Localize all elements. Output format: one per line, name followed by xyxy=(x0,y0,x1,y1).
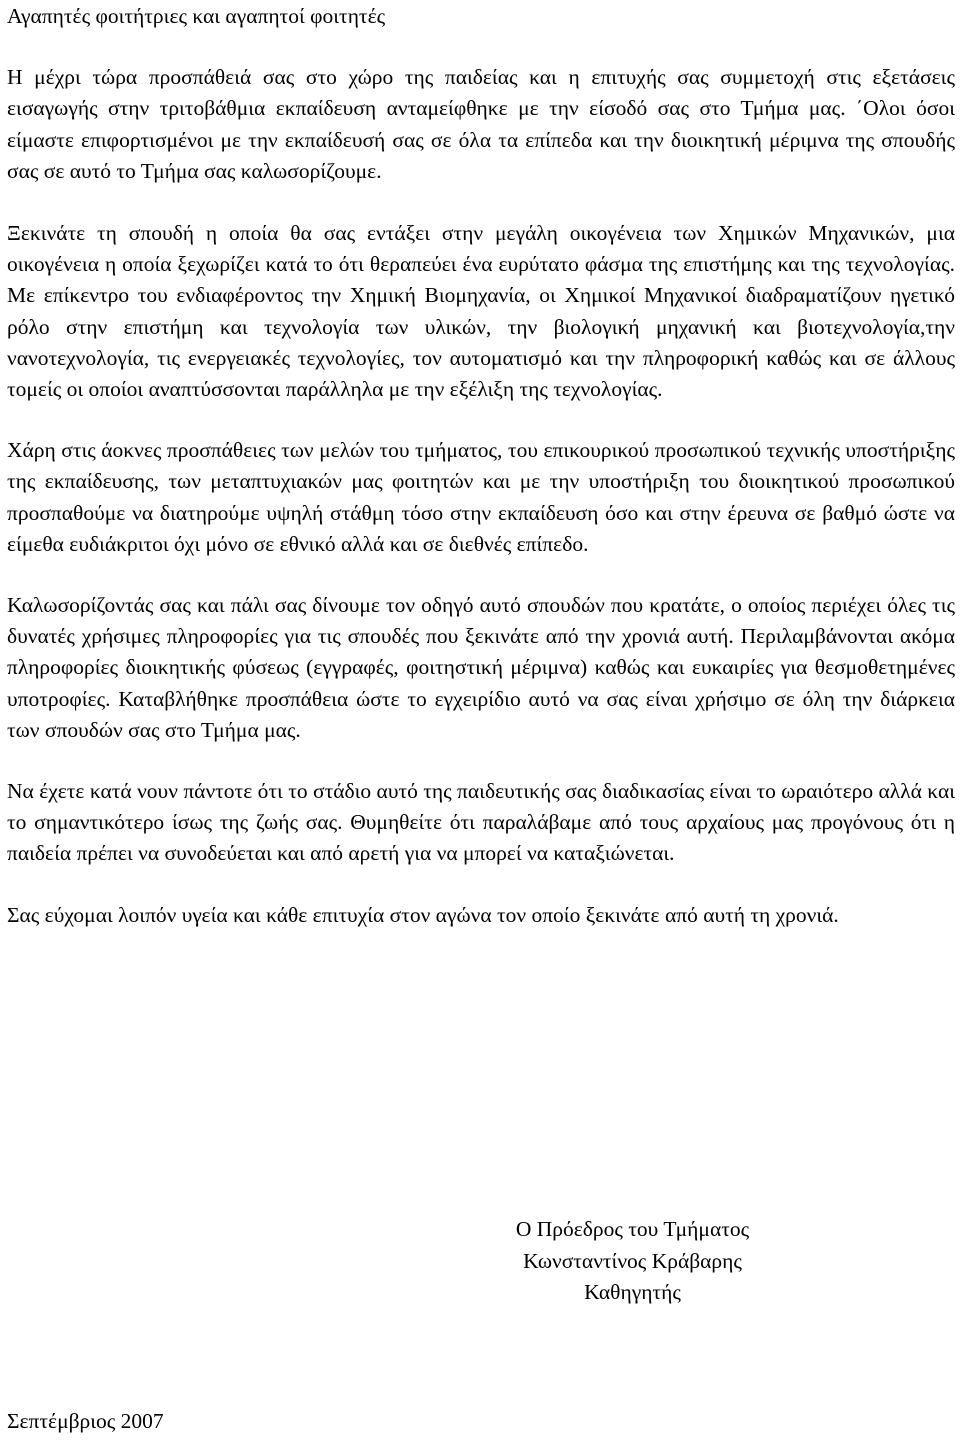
salutation: Αγαπητές φοιτήτριες και αγαπητοί φοιτητές xyxy=(7,4,386,28)
letter-date: Σεπτέμβριος 2007 xyxy=(7,1409,164,1433)
letter-body xyxy=(7,0,955,931)
signature-block xyxy=(460,1214,805,1309)
signature-title: Ο Πρόεδρος του Τμήματος xyxy=(515,1217,750,1241)
paragraph-department-efforts: Χάρη στις άοκνες προσπάθειες των μελών του τμήματος, του επικουρικού προσωπικού τεχνικής υποστήριξης της εκπαίδευσης, των μεταπτυχιακών μας φοιτητών και με την υποστήριξη του διοικητικού προσωπικού προσπαθούμε να διατηρούμε υψηλή στάθμη τόσο στην εκπαίδευση όσο και στην έρευνα σε βαθμό ώστε να είμεθα ευδιάκριτοι όχι μόνο σε εθνικό αλλά και σε διεθνές επίπεδο. xyxy=(7,438,955,556)
paragraph-wishes: Σας εύχομαι λοιπόν υγεία και κάθε επιτυχία στον αγώνα τον οποίο ξεκινάτε από αυτή τη χρονιά. xyxy=(7,902,839,927)
paragraph-welcome: Η μέχρι τώρα προσπάθειά σας στο χώρο της παιδείας και η επιτυχής σας συμμετοχή στις εξετάσεις εισαγωγής στην τριτοβάθμια εκπαίδευση ανταμείφθηκε με την είσοδό σας στο Τμήμα μας. ΄Ολοι όσοι είμαστε επιφορτισμένοι με την εκπαίδευσή σας σε όλα τα επίπεδα και την διοικητική μέριμνα της σπουδής σας σε αυτό το Τμήμα σας καλωσορίζουμε. xyxy=(7,65,955,183)
paragraph-chemical-engineering: Ξεκινάτε τη σπουδή η οποία θα σας εντάξει στην μεγάλη οικογένεια των Χημικών Μηχανικών, μια οικογένεια η οποία ξεχωρίζει κατά το ότι θεραπεύει ένα ευρύτατο φάσμα της επιστήμης και της τεχνολογίας. Με επίκεντρο του ενδιαφέροντος την Χημική Βιομηχανία, οι Χημικοί Μηχανικοί διαδραματίζουν ηγετικό ρόλο στην επιστήμη και τεχνολογία των υλικών, την βιολογική μηχανική και βιοτεχνολογία,την νανοτεχνολογία, τις ενεργειακές τεχνολογίες, τον αυτοματισμό και την πληροφορική καθώς και σε άλλους τομείς οι οποίοι αναπτύσσονται παράλληλα με την εξέλιξη της τεχνολογίας. xyxy=(7,221,955,402)
paragraph-education-virtue: Να έχετε κατά νουν πάντοτε ότι το στάδιο αυτό της παιδευτικής σας διαδικασίας είναι το ωραιότερο αλλά και το σημαντικότερο ίσως της ζωής σας. Θυμηθείτε ότι παραλάβαμε από τους αρχαίους μας προγόνους ότι η παιδεία πρέπει να συνοδεύεται και από αρετή για να μπορεί να καταξιώνεται. xyxy=(7,779,955,866)
signature-rank: Καθηγητής xyxy=(584,1280,681,1304)
signature-name: Κωνσταντίνος Κράβαρης xyxy=(523,1248,742,1273)
paragraph-study-guide: Καλωσορίζοντάς σας και πάλι σας δίνουμε τον οδηγό αυτό σπουδών που κρατάτε, ο οποίος περιέχει όλες τις δυνατές χρήσιμες πληροφορίες για τις σπουδές που ξεκινάτε από την χρονιά αυτή. Περιλαμβάνονται ακόμα πληροφορίες διοικητικής φύσεως (εγγραφές, φοιτηστική μέριμνα) καθώς και ευκαιρίες για θεσμοθετημένες υποτροφίες. Καταβλήθηκε προσπάθεια ώστε το εγχειρίδιο αυτό να σας είναι χρήσιμο σε όλη την διάρκεια των σπουδών σας στο Τμήμα μας. xyxy=(7,593,955,742)
